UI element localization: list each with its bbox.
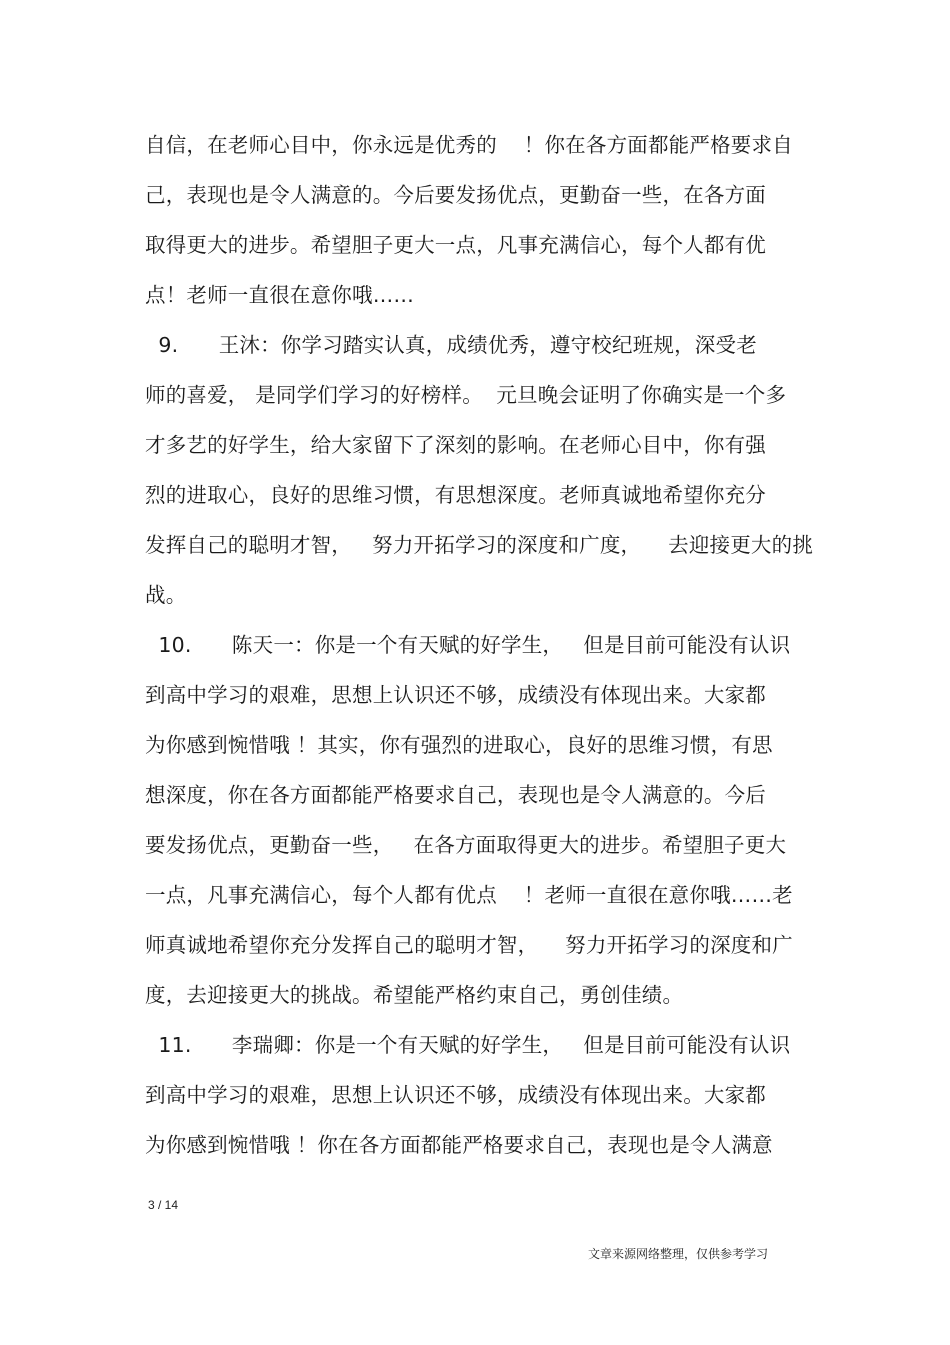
text-line-item-9: 9. 王沐：你学习踏实认真，成绩优秀，遵守校纪班规，深受老 <box>145 333 757 357</box>
text-line: 才多艺的好学生，给大家留下了深刻的影响。在老师心目中，你有强 <box>145 433 766 457</box>
text-line: 点！老师一直很在意你哦…… <box>145 283 415 307</box>
text-line: 为你感到惋惜哦 ！你在各方面都能严格要求自己，表现也是令人满意 <box>145 1133 773 1157</box>
page-number: 3 / 14 <box>148 1198 179 1212</box>
text-line: 自信，在老师心目中，你永远是优秀的 ！你在各方面都能严格要求自 <box>145 133 793 157</box>
text-line: 到高中学习的艰难，思想上认识还不够，成绩没有体现出来。大家都 <box>145 1083 766 1107</box>
text-line: 度，去迎接更大的挑战。希望能严格约束自己，勇创佳绩。 <box>145 983 684 1007</box>
text-line: 想深度，你在各方面都能严格要求自己，表现也是令人满意的。今后 <box>145 783 766 807</box>
text-line: 要发扬优点，更勤奋一些， 在各方面取得更大的进步。希望胆子更大 <box>145 833 787 857</box>
text-line: 取得更大的进步。希望胆子更大一点，凡事充满信心，每个人都有优 <box>145 233 766 257</box>
text-line: 一点，凡事充满信心，每个人都有优点 ！老师一直很在意你哦……老 <box>145 883 793 907</box>
text-line: 己，表现也是令人满意的。今后要发扬优点，更勤奋一些，在各方面 <box>145 183 766 207</box>
text-line: 发挥自己的聪明才智， 努力开拓学习的深度和广度， 去迎接更大的挑 <box>145 533 814 557</box>
text-line: 师的喜爱， 是同学们学习的好榜样。 元旦晚会证明了你确实是一个多 <box>145 383 787 407</box>
document-body <box>145 120 814 1170</box>
text-line: 烈的进取心，良好的思维习惯，有思想深度。老师真诚地希望你充分 <box>145 483 766 507</box>
text-line: 师真诚地希望你充分发挥自己的聪明才智， 努力开拓学习的深度和广 <box>145 933 793 957</box>
text-line: 到高中学习的艰难，思想上认识还不够，成绩没有体现出来。大家都 <box>145 683 766 707</box>
footer-note: 文章来源网络整理，仅供参考学习 <box>588 1247 769 1261</box>
text-line-item-10: 10. 陈天一：你是一个有天赋的好学生， 但是目前可能没有认识 <box>145 633 791 657</box>
text-line: 为你感到惋惜哦 ！其实，你有强烈的进取心，良好的思维习惯，有思 <box>145 733 773 757</box>
text-line-item-11: 11. 李瑞卿：你是一个有天赋的好学生， 但是目前可能没有认识 <box>145 1033 791 1057</box>
text-line: 战。 <box>145 583 187 607</box>
